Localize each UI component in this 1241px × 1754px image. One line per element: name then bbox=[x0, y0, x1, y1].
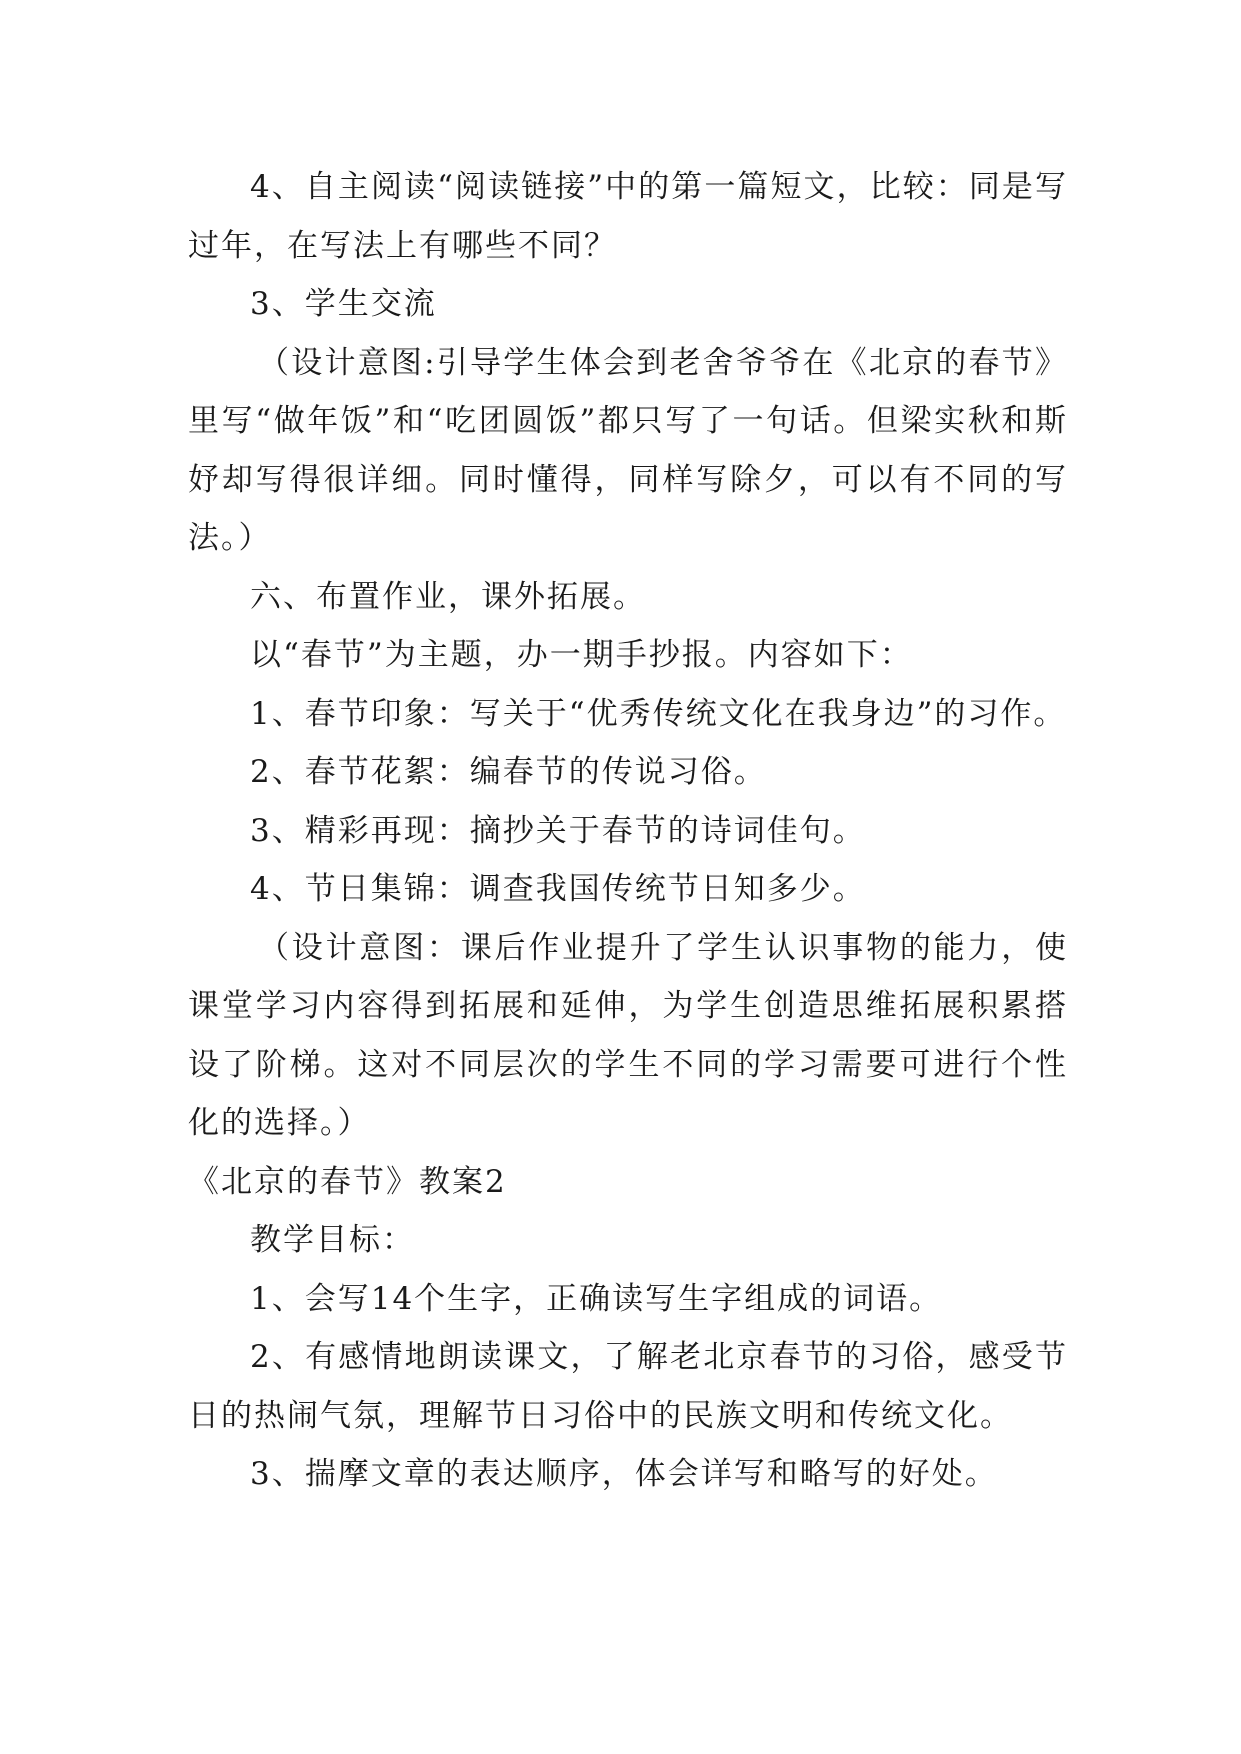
list-item-highlights: 2、春节花絮：编春节的传说习俗。 bbox=[250, 754, 767, 790]
paragraph-design-intent-2: （设计意图：课后作业提升了学生认识事物的能力，使课堂学习内容得到拓展和延伸，为学生创造思维拓展积累搭设了阶梯。这对不同层次的学生不同的学习需要可进行个性化的选择。） bbox=[188, 929, 1068, 1141]
paragraph-reading-task: 4、自主阅读“阅读链接”中的第一篇短文，比较：同是写过年，在写法上有哪些不同？ bbox=[188, 169, 1068, 264]
paragraph-student-exchange: 3、学生交流 bbox=[250, 286, 437, 322]
paragraph-design-intent-1: （设计意图:引导学生体会到老舍爷爷在《北京的春节》里写“做年饭”和“吃团圆饭”都只写了一句话。但梁实秋和斯妤却写得很详细。同时懂得，同样写除夕，可以有不同的写法。） bbox=[188, 344, 1068, 556]
section-title: 《北京的春节》教案2 bbox=[188, 1163, 507, 1200]
list-item-impression: 1、春节印象：写关于“优秀传统文化在我身边”的习作。 bbox=[250, 695, 1067, 732]
goal-item-2: 2、有感情地朗读课文，了解老北京春节的习俗，感受节日的热闹气氛，理解节日习俗中的民族文明和传统文化。 bbox=[188, 1339, 1068, 1434]
document-body bbox=[188, 158, 1068, 1504]
paragraph-homework-heading: 六、布置作业，课外拓展。 bbox=[250, 578, 646, 615]
paragraph-teaching-goals: 教学目标： bbox=[250, 1222, 415, 1258]
paragraph-handwritten-newspaper: 以“春节”为主题，办一期手抄报。内容如下： bbox=[250, 637, 913, 673]
list-item-poems: 3、精彩再现：摘抄关于春节的诗词佳句。 bbox=[250, 812, 866, 849]
list-item-festivals: 4、节日集锦：调查我国传统节日知多少。 bbox=[250, 871, 866, 907]
goal-item-1: 1、会写14个生字，正确读写生字组成的词语。 bbox=[250, 1280, 943, 1317]
goal-item-3: 3、揣摩文章的表达顺序，体会详写和略写的好处。 bbox=[250, 1456, 998, 1492]
